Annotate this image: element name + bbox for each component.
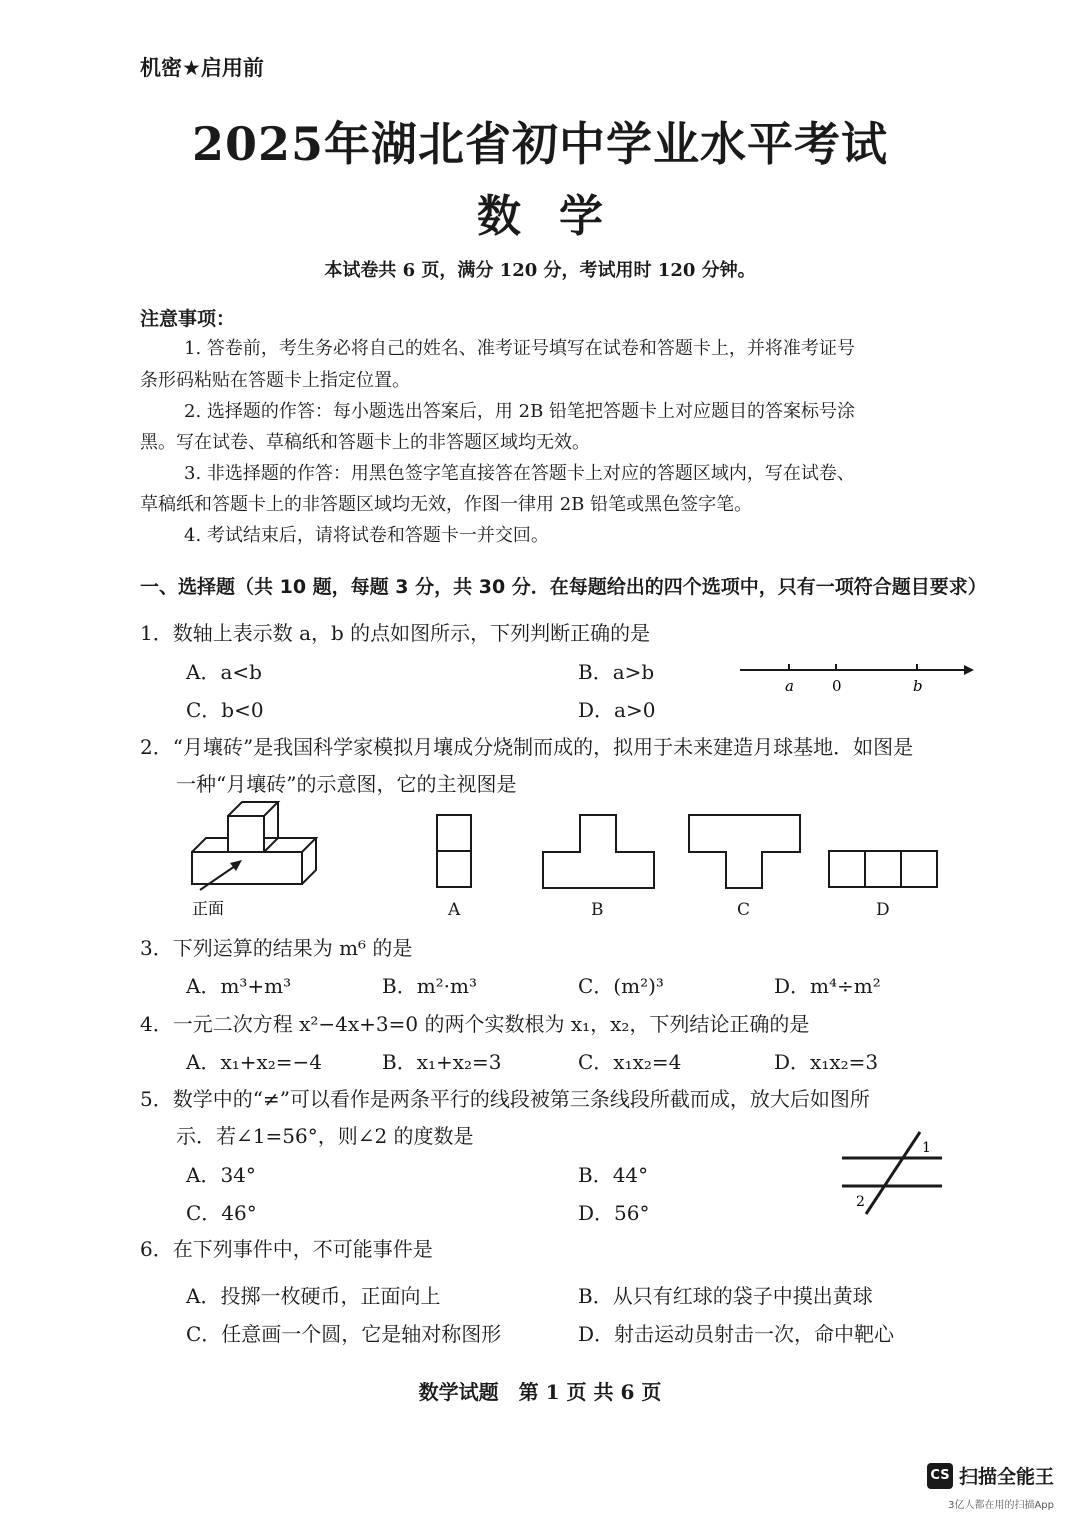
q3-option-a: A．m³+m³ — [186, 974, 292, 998]
section-heading: 一、选择题（共 10 题，每题 3 分，共 30 分．在每题给出的四个选项中，只有一项符合题目要求） — [140, 576, 987, 598]
q5-option-c: C．46° — [186, 1201, 257, 1225]
q4-option-d: D．x₁x₂=3 — [774, 1050, 879, 1074]
q1-stem: 1．数轴上表示数 a，b 的点如图所示，下列判断正确的是 — [140, 621, 651, 645]
q5-option-b: B．44° — [578, 1163, 649, 1187]
scanner-tagline: 3亿人都在用的扫描App — [948, 1500, 1054, 1511]
angle-1-label: 1 — [922, 1140, 931, 1156]
q2-option-b-label: B — [591, 900, 604, 920]
q3-option-d: D．m⁴÷m² — [774, 974, 881, 998]
q4-option-a: A．x₁+x₂=−4 — [186, 1050, 323, 1074]
q3-stem: 3．下列运算的结果为 m⁶ 的是 — [140, 936, 413, 960]
q2-stem-line1: 2．“月壤砖”是我国科学家模拟月壤成分烧制而成的，拟用于未来建造月球基地．如图是 — [140, 735, 914, 759]
q4-option-b: B．x₁+x₂=3 — [382, 1050, 502, 1074]
angle-2-label: 2 — [856, 1194, 865, 1210]
q2-option-a-label: A — [448, 900, 461, 920]
scanner-logo-icon: CS — [927, 1463, 953, 1489]
subject-title: 数学 — [477, 191, 641, 242]
page-footer: 数学试题 第 1 页 共 6 页 — [418, 1380, 662, 1404]
notice-line: 草稿纸和答题卡上的非答题区域均无效，作图一律用 2B 铅笔或黑色签字笔。 — [140, 494, 753, 515]
q2-option-c-label: C — [737, 900, 751, 920]
q2-option-c-figure — [688, 814, 802, 890]
q2-option-d-figure — [828, 850, 940, 890]
q3-option-c: C．(m²)³ — [578, 974, 664, 998]
notice-line: 2. 选择题的作答：每小题选出答案后，用 2B 铅笔把答题卡上对应题目的答案标号涂 — [184, 401, 856, 422]
q5-option-a: A．34° — [186, 1163, 256, 1187]
q6-option-c: C．任意画一个圆，它是轴对称图形 — [186, 1322, 502, 1346]
scanner-app-name: 扫描全能王 — [958, 1466, 1054, 1488]
scanner-watermark — [927, 1462, 1054, 1489]
number-line-figure — [736, 656, 980, 698]
q1-option-d: D．a>0 — [578, 698, 656, 722]
q2-stem-line2: 一种“月壤砖”的示意图，它的主视图是 — [176, 772, 517, 796]
q6-option-d: D．射击运动员射击一次，命中靶心 — [578, 1322, 895, 1346]
confidential-label: 机密★启用前 — [140, 56, 264, 80]
q5-stem-line2: 示．若∠1=56°，则∠2 的度数是 — [176, 1124, 474, 1148]
exam-title: 2025年湖北省初中学业水平考试 — [191, 117, 889, 171]
front-label: 正面 — [192, 899, 225, 918]
q2-option-b-figure — [542, 814, 656, 890]
axis-label-a: a — [785, 677, 794, 695]
q2-option-d-label: D — [876, 900, 890, 920]
notice-line: 黑。写在试卷、草稿纸和答题卡上的非答题区域均无效。 — [140, 432, 590, 453]
q6-stem: 6．在下列事件中，不可能事件是 — [140, 1237, 433, 1261]
q1-option-b: B．a>b — [578, 660, 655, 684]
q1-option-c: C．b<0 — [186, 698, 264, 722]
q4-stem: 4．一元二次方程 x²−4x+3=0 的两个实数根为 x₁，x₂，下列结论正确的是 — [140, 1012, 810, 1036]
q5-stem-line1: 5．数学中的“≠”可以看作是两条平行的线段被第三条线段所截而成，放大后如图所 — [140, 1087, 870, 1111]
notice-line: 1. 答卷前，考生务必将自己的姓名、准考证号填写在试卷和答题卡上，并将准考证号 — [184, 338, 855, 359]
q5-option-d: D．56° — [578, 1201, 650, 1225]
q4-option-c: C．x₁x₂=4 — [578, 1050, 682, 1074]
axis-label-zero: 0 — [832, 677, 842, 695]
q3-option-b: B．m²·m³ — [382, 974, 478, 998]
q6-option-b: B．从只有红球的袋子中摸出黄球 — [578, 1284, 873, 1308]
q2-option-a-figure — [436, 814, 472, 890]
q6-option-a: A．投掷一枚硬币，正面向上 — [186, 1284, 441, 1308]
moon-brick-3d-figure — [186, 800, 326, 920]
notice-heading: 注意事项： — [140, 308, 236, 330]
axis-label-b: b — [913, 677, 923, 695]
notice-line: 3. 非选择题的作答：用黑色签字笔直接答在答题卡上对应的答题区域内，写在试卷、 — [184, 463, 855, 484]
notice-line: 4. 考试结束后，请将试卷和答题卡一并交回。 — [184, 525, 549, 546]
exam-info: 本试卷共 6 页，满分 120 分，考试用时 120 分钟。 — [324, 260, 756, 281]
notice-line: 条形码粘贴在答题卡上指定位置。 — [140, 370, 410, 391]
not-equal-sign-figure — [836, 1126, 946, 1222]
q1-option-a: A．a<b — [186, 660, 262, 684]
